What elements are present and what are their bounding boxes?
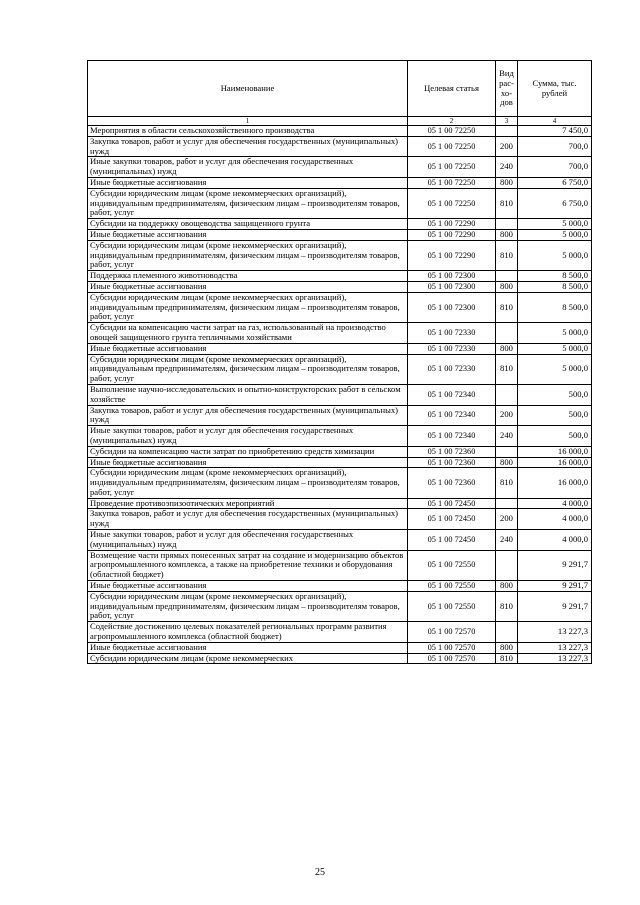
row-code: 05 1 00 72360 [408,468,496,498]
row-code: 05 1 00 72290 [408,229,496,240]
row-vid [496,384,518,405]
row-name: Субсидии юридическим лицам (кроме некоммерческих организаций), индивидуальным предпринимателям, физическим лицам – производителям товаров, работ, услуг [88,292,408,322]
table-row [88,292,592,322]
row-sum: 13 227,3 [518,653,592,664]
table-row [88,550,592,580]
row-code: 05 1 00 72340 [408,384,496,405]
budget-table [87,60,592,664]
row-name: Выполнение научно-исследовательских и опытно-конструкторских работ в сельском хозяйстве [88,384,408,405]
row-vid: 240 [496,157,518,178]
table-row [88,530,592,551]
row-code: 05 1 00 72250 [408,177,496,188]
row-vid: 810 [496,591,518,621]
row-vid: 240 [496,530,518,551]
row-sum: 500,0 [518,426,592,447]
row-sum: 16 000,0 [518,446,592,457]
row-vid [496,622,518,643]
table-row [88,354,592,384]
row-sum: 7 450,0 [518,126,592,137]
budget-table-page [87,60,591,664]
row-vid: 200 [496,509,518,530]
row-code: 05 1 00 72300 [408,281,496,292]
row-vid [496,323,518,344]
row-name: Поддержка племенного животноводства [88,271,408,282]
row-name: Закупка товаров, работ и услуг для обеспечения государственных (муниципальных) нужд [88,509,408,530]
row-vid: 800 [496,581,518,592]
row-name: Закупка товаров, работ и услуг для обеспечения государственных (муниципальных) нужд [88,136,408,157]
row-sum: 700,0 [518,157,592,178]
header-name: Наименование [88,61,408,117]
row-vid [496,498,518,509]
table-row [88,446,592,457]
page-number: 25 [315,867,325,878]
row-sum: 5 000,0 [518,229,592,240]
table-row [88,405,592,426]
row-vid: 810 [496,354,518,384]
row-code: 05 1 00 72330 [408,323,496,344]
table-row [88,591,592,621]
table-row [88,642,592,653]
row-sum: 4 000,0 [518,498,592,509]
table-row [88,219,592,230]
row-name: Возмещение части прямых понесенных затрат на создание и модернизацию объектов агропромышленного комплекса, а также на приобретение техники и оборудования (областной бюджет) [88,550,408,580]
row-name: Закупка товаров, работ и услуг для обеспечения государственных (муниципальных) нужд [88,405,408,426]
row-name: Субсидии на компенсацию части затрат на газ, использованный на производство овощей защищенного грунта тепличными хозяйствами [88,323,408,344]
row-name: Мероприятия в области сельскохозяйственного производства [88,126,408,137]
row-vid: 810 [496,240,518,270]
row-vid [496,271,518,282]
row-code: 05 1 00 72550 [408,581,496,592]
row-vid: 240 [496,426,518,447]
row-code: 05 1 00 72300 [408,271,496,282]
row-code: 05 1 00 72300 [408,292,496,322]
row-sum: 6 750,0 [518,177,592,188]
row-code: 05 1 00 72250 [408,136,496,157]
column-number: 4 [518,117,592,126]
row-vid: 800 [496,229,518,240]
row-code: 05 1 00 72330 [408,354,496,384]
table-row [88,498,592,509]
row-name: Иные закупки товаров, работ и услуг для обеспечения государственных (муниципальных) нужд [88,426,408,447]
row-vid: 810 [496,653,518,664]
row-sum: 5 000,0 [518,343,592,354]
row-code: 05 1 00 72250 [408,126,496,137]
table-row [88,509,592,530]
row-sum: 9 291,7 [518,550,592,580]
table-row [88,271,592,282]
header-code: Целевая статья [408,61,496,117]
table-row [88,136,592,157]
table-row [88,653,592,664]
row-sum: 4 000,0 [518,530,592,551]
table-row [88,188,592,218]
row-name: Иные бюджетные ассигнования [88,281,408,292]
row-sum: 8 500,0 [518,271,592,282]
row-code: 05 1 00 72450 [408,509,496,530]
row-name: Субсидии юридическим лицам (кроме некоммерческих организаций), индивидуальным предпринимателям, физическим лицам – производителям товаров, работ, услуг [88,468,408,498]
row-code: 05 1 00 72360 [408,457,496,468]
row-code: 05 1 00 72250 [408,188,496,218]
column-number: 3 [496,117,518,126]
table-row [88,457,592,468]
row-code: 05 1 00 72450 [408,530,496,551]
row-code: 05 1 00 72290 [408,240,496,270]
row-sum: 13 227,3 [518,622,592,643]
table-row [88,229,592,240]
table-row [88,177,592,188]
row-vid: 810 [496,188,518,218]
row-sum: 4 000,0 [518,509,592,530]
row-name: Иные закупки товаров, работ и услуг для обеспечения государственных (муниципальных) нужд [88,157,408,178]
table-row [88,281,592,292]
row-vid: 800 [496,457,518,468]
table-row [88,240,592,270]
row-vid: 810 [496,468,518,498]
row-name: Содействие достижению целевых показателей региональных программ развития агропромышленного комплекса (областной бюджет) [88,622,408,643]
row-name: Субсидии юридическим лицам (кроме некоммерческих организаций), индивидуальным предпринимателям, физическим лицам – производителям товаров, работ, услуг [88,591,408,621]
row-vid: 800 [496,177,518,188]
row-name: Субсидии на поддержку овощеводства защищенного грунта [88,219,408,230]
row-sum: 500,0 [518,384,592,405]
table-row [88,622,592,643]
header-sum: Сумма, тыс. рублей [518,61,592,117]
table-row [88,426,592,447]
row-sum: 8 500,0 [518,281,592,292]
row-sum: 500,0 [518,405,592,426]
row-vid [496,126,518,137]
row-code: 05 1 00 72570 [408,642,496,653]
row-sum: 5 000,0 [518,219,592,230]
row-sum: 16 000,0 [518,457,592,468]
header-vid: Вид рас-хо-дов [496,61,518,117]
row-name: Иные закупки товаров, работ и услуг для обеспечения государственных (муниципальных) нужд [88,530,408,551]
table-row [88,581,592,592]
row-code: 05 1 00 72340 [408,426,496,447]
column-number: 1 [88,117,408,126]
row-code: 05 1 00 72570 [408,653,496,664]
table-row [88,323,592,344]
row-sum: 5 000,0 [518,354,592,384]
row-sum: 700,0 [518,136,592,157]
row-vid: 810 [496,292,518,322]
row-vid: 200 [496,136,518,157]
row-sum: 5 000,0 [518,240,592,270]
row-name: Субсидии юридическим лицам (кроме некоммерческих [88,653,408,664]
table-header-row [88,61,592,117]
row-code: 05 1 00 72250 [408,157,496,178]
table-row [88,157,592,178]
row-name: Субсидии юридическим лицам (кроме некоммерческих организаций), индивидуальным предпринимателям, физическим лицам – производителям товаров, работ, услуг [88,354,408,384]
table-row [88,126,592,137]
row-code: 05 1 00 72570 [408,622,496,643]
row-vid [496,446,518,457]
row-name: Субсидии юридическим лицам (кроме некоммерческих организаций), индивидуальным предпринимателям, физическим лицам – производителям товаров, работ, услуг [88,188,408,218]
row-code: 05 1 00 72330 [408,343,496,354]
row-code: 05 1 00 72340 [408,405,496,426]
row-vid: 800 [496,343,518,354]
row-vid [496,550,518,580]
table-body [88,126,592,664]
row-code: 05 1 00 72550 [408,550,496,580]
row-vid: 800 [496,642,518,653]
row-name: Иные бюджетные ассигнования [88,229,408,240]
row-sum: 5 000,0 [518,323,592,344]
table-row [88,343,592,354]
row-sum: 13 227,3 [518,642,592,653]
row-name: Проведение противоэпизоотических мероприятий [88,498,408,509]
table-row [88,468,592,498]
row-name: Субсидии на компенсацию части затрат по приобретению средств химизации [88,446,408,457]
column-number: 2 [408,117,496,126]
row-code: 05 1 00 72360 [408,446,496,457]
row-sum: 8 500,0 [518,292,592,322]
row-sum: 16 000,0 [518,468,592,498]
row-name: Иные бюджетные ассигнования [88,581,408,592]
row-vid [496,219,518,230]
row-sum: 9 291,7 [518,591,592,621]
row-code: 05 1 00 72290 [408,219,496,230]
row-name: Иные бюджетные ассигнования [88,642,408,653]
row-name: Иные бюджетные ассигнования [88,457,408,468]
row-name: Иные бюджетные ассигнования [88,343,408,354]
table-row [88,384,592,405]
row-vid: 800 [496,281,518,292]
row-vid: 200 [496,405,518,426]
row-name: Иные бюджетные ассигнования [88,177,408,188]
row-name: Субсидии юридическим лицам (кроме некоммерческих организаций), индивидуальным предпринимателям, физическим лицам – производителям товаров, работ, услуг [88,240,408,270]
row-sum: 9 291,7 [518,581,592,592]
row-code: 05 1 00 72450 [408,498,496,509]
row-code: 05 1 00 72550 [408,591,496,621]
row-sum: 6 750,0 [518,188,592,218]
